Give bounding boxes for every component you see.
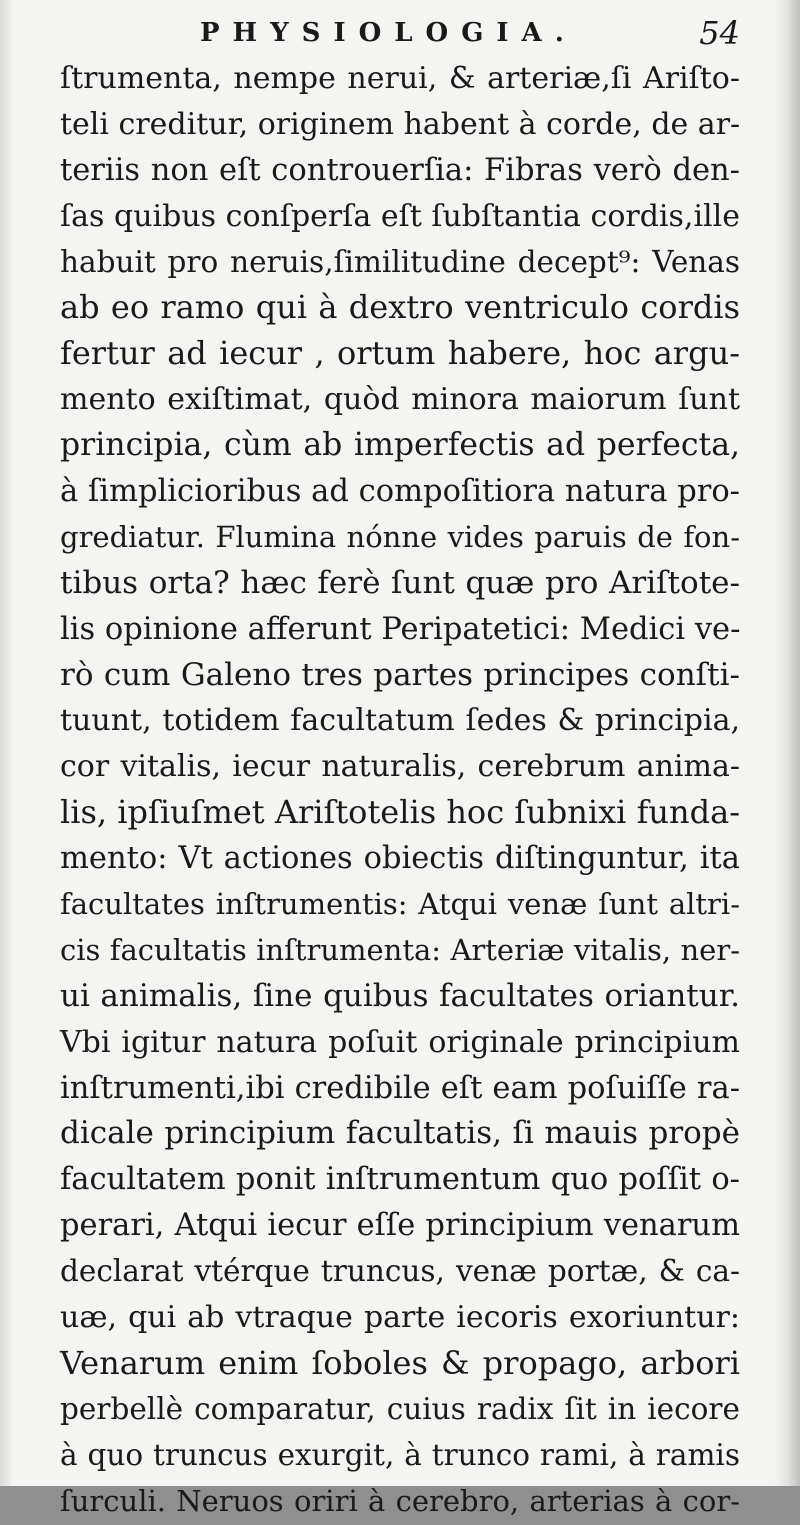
text-line: ui animalis, ſine quibus facultates oriantur.: [60, 977, 740, 1014]
text-line: tibus orta? hæc ferè ſunt quæ pro Ariſtote-: [60, 564, 740, 601]
page-edge-shadow: [774, 0, 800, 1486]
text-line: principia, cùm ab imperfectis ad perfecta,: [60, 427, 740, 464]
text-line: perbellè comparatur, cuius radix ſit in iecore: [60, 1391, 740, 1426]
text-line: mento: Vt actiones obiectis diſtinguntur, ita: [60, 841, 740, 877]
text-line: fertur ad iecur , ortum habere, hoc argu-: [60, 334, 740, 373]
text-line: facultatem ponit inſtrumentum quo poſſit o-: [60, 1162, 740, 1198]
text-line: Venarum enim ſoboles & propago, arbori: [60, 1343, 740, 1382]
text-line: à quo truncus exurgit, à trunco rami, à ramis: [60, 1437, 740, 1472]
text-line: cor vitalis, iecur naturalis, cerebrum anima-: [60, 749, 740, 785]
page-gutter-shadow: [0, 0, 14, 1486]
text-line: mento exiſtimat, quòd minora maiorum ſunt: [60, 382, 740, 418]
text-line: declarat vtérque truncus, venæ portæ, & ca-: [60, 1254, 740, 1289]
text-line: ſas quibus conſperſa eſt ſubſtantia cordis,ille: [60, 198, 740, 234]
text-line: inſtrumenti,ibi credibile eſt eam poſuiſſe ra-: [60, 1070, 740, 1106]
text-line: lis, ipſiuſmet Ariſtotelis hoc ſubnixi funda-: [60, 793, 740, 832]
running-title: PHYSIOLOGIA.: [200, 18, 577, 48]
text-line: dicale principium facultatis, ſi mauis propè: [60, 1115, 740, 1152]
text-line: uæ, qui ab vtraque parte iecoris exoriuntur:: [60, 1300, 740, 1336]
page-number: 54: [699, 14, 740, 52]
text-line: habuit pro neruis,ſimilitudine decept⁹: Venas: [60, 244, 740, 279]
text-line: teli creditur, originem habent à corde, de ar-: [60, 106, 741, 142]
body-text: [60, 56, 740, 1525]
text-line: à ſimplicioribus ad compoſitiora natura pro-: [60, 474, 740, 510]
text-line: Vbi igitur natura poſuit originale principium: [60, 1024, 740, 1060]
text-line: ab eo ramo qui à dextro ventriculo cordis: [60, 288, 740, 327]
text-line: perari, Atqui iecur eſſe principium venarum: [60, 1208, 740, 1244]
page-header: [200, 14, 740, 50]
text-line: facultates inſtrumentis: Atqui venæ ſunt altri-: [60, 887, 740, 922]
text-line: rò cum Galeno tres partes principes conſti-: [60, 656, 740, 693]
text-line: ſurculi. Neruos oriri à cerebro, arterias à cor-: [60, 1483, 740, 1518]
text-line: teriis non eſt controuerſia: Fibras verò den-: [60, 152, 740, 188]
text-line: grediatur. Flumina nónne vides paruis de fon-: [60, 519, 740, 554]
text-line: tuunt, totidem facultatum ſedes & principia,: [60, 703, 740, 739]
text-line: cis facultatis inſtrumenta: Arteriæ vitalis, ner-: [60, 932, 740, 967]
text-line: lis opinione afferunt Peripatetici: Medici ve-: [60, 611, 741, 647]
text-line: ſtrumenta, nempe nerui, & arteriæ,ſi Ariſto-: [60, 61, 740, 96]
